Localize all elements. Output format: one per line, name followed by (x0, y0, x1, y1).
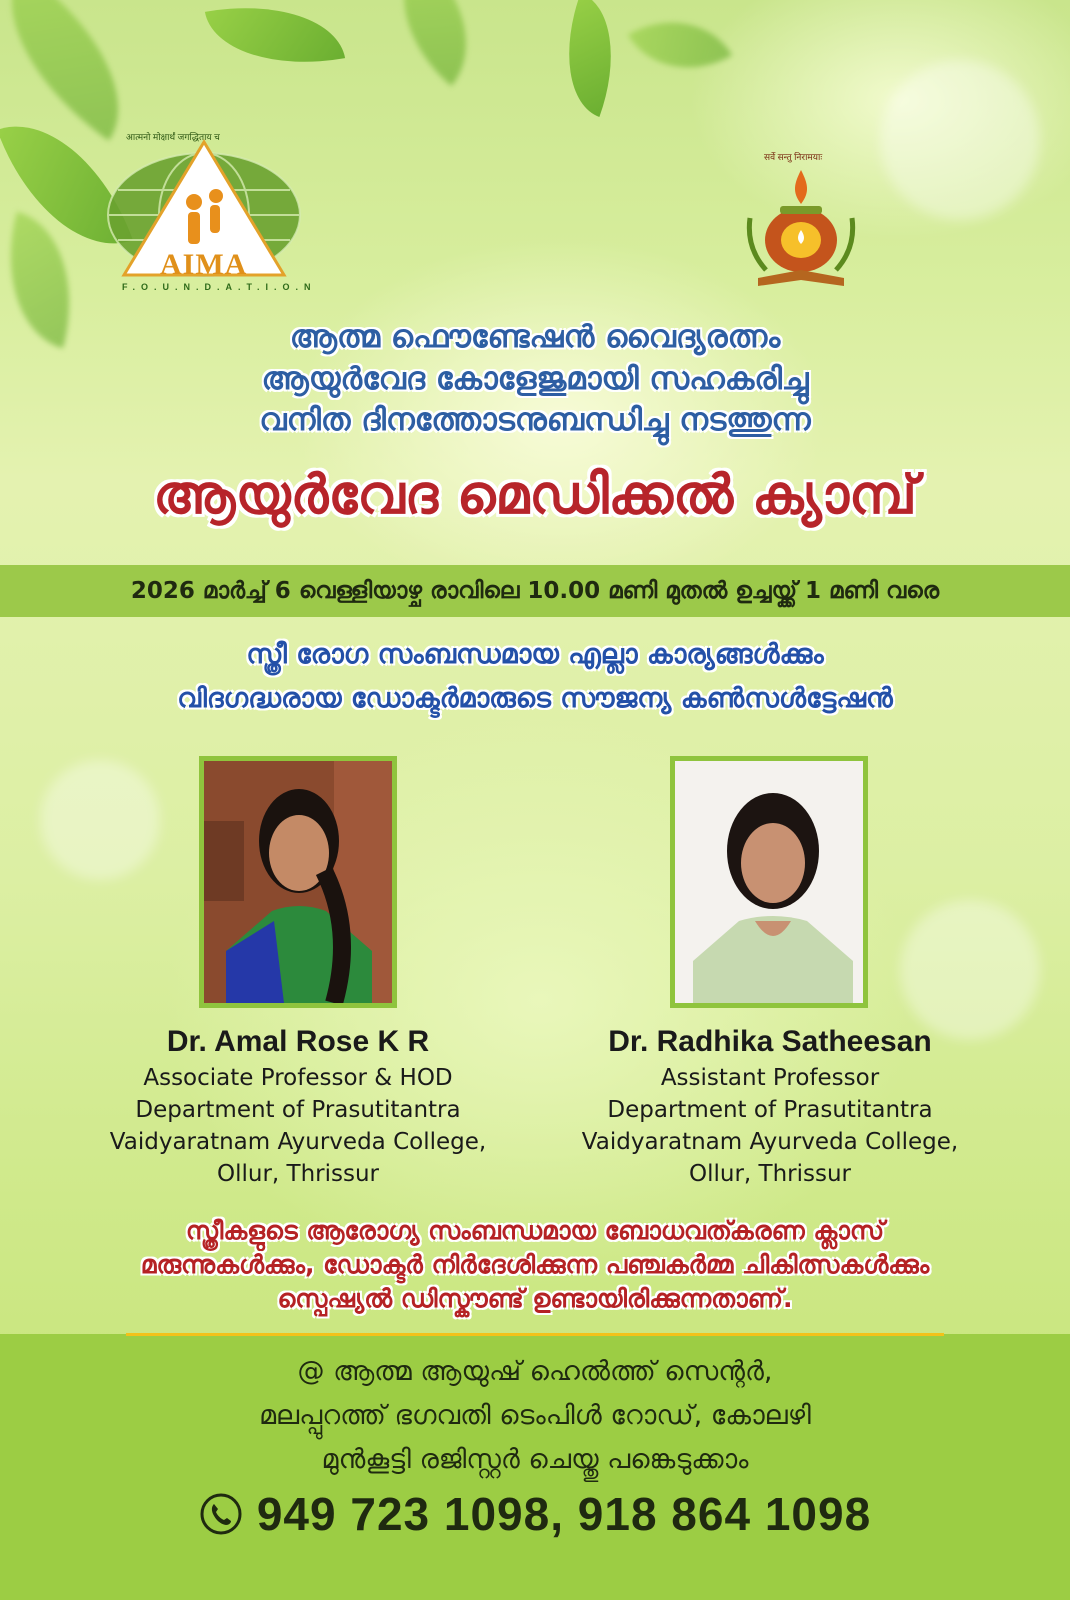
doctor-2-designation: Assistant Professor (660, 1065, 880, 1091)
date-time-text: 2026 മാർച്ച് 6 വെള്ളിയാഴ്ച രാവിലെ 10.00 മണി മുതൽ ഉച്ചയ്ക്ക് 1 മണി വരെ (130, 578, 940, 604)
phone-row (0, 1484, 1070, 1544)
doctor-portrait-1 (204, 761, 392, 1003)
doctor-1-place: Ollur, Thrissur (216, 1161, 379, 1187)
aima-wordmark: AIMA (160, 248, 248, 281)
doctor-1-designation: Associate Professor & HOD (143, 1065, 453, 1091)
intro-line-3: വനിത ദിനത്തോടനുബന്ധിച്ചു നടത്തുന്ന (259, 402, 811, 438)
service-line-1: സ്ത്രീ രോഗ സംബന്ധമായ എല്ലാ കാര്യങ്ങൾക്കും (246, 639, 824, 670)
offer-line-2: മരുന്നുകൾക്കും, ഡോക്ടർ നിർദേശിക്കുന്ന പഞ്ചകർമ്മ ചികിത്സകൾക്കും (140, 1250, 930, 1279)
doctor-photo-2 (670, 756, 868, 1008)
bokeh-decoration (40, 760, 160, 880)
offer-line-3: സ്പെഷ്യൽ ഡിസ്കൗണ്ട് ഉണ്ടായിരിക്കുന്നതാണ്. (277, 1284, 793, 1313)
aima-motto: आत्मनो मोक्षार्थं जगद्धिताय च (126, 132, 220, 142)
offer-line-1: സ്ത്രീകളുടെ ആരോഗ്യ സംബന്ധമായ ബോധവത്കരണ ക്ലാസ് (185, 1216, 885, 1245)
leaf-decoration (543, 0, 637, 117)
bokeh-decoration (900, 900, 1040, 1040)
leaf-decoration (205, 0, 345, 81)
address-line-2: മലപ്പുറത്ത് ഭഗവതി ടെംപിൾ റോഡ്, കോലഴി (259, 1400, 811, 1431)
doctor-2-name: Dr. Radhika Satheesan (608, 1025, 932, 1058)
doctor-1-college: Vaidyaratnam Ayurveda College, (109, 1129, 487, 1155)
doctor-1-name: Dr. Amal Rose K R (166, 1025, 430, 1058)
bokeh-decoration (880, 60, 1040, 220)
leaf-decoration (628, 0, 732, 95)
footer-divider (126, 1333, 944, 1336)
doctor-1-department: Department of Prasutitantra (135, 1097, 461, 1123)
registration-note: മുൻകൂട്ടി രജിസ്റ്റർ ചെയ്തു പങ്കെടുക്കാം (321, 1444, 749, 1475)
doctor-2-department: Department of Prasutitantra (607, 1097, 933, 1123)
address-line-1: @ ആത്മ ആയുഷ് ഹെൽത്ത് സെന്റർ, (297, 1356, 773, 1387)
leaf-decoration (0, 0, 160, 141)
intro-line-1: ആത്മ ഫൌണ്ടേഷൻ വൈദ്യരത്നം (289, 319, 781, 355)
doctor-2-place: Ollur, Thrissur (688, 1161, 851, 1187)
intro-line-2: ആയുർവേദ കോളേജുമായി സഹകരിച്ചു (261, 361, 809, 397)
date-band (0, 565, 1070, 617)
phone-numbers: 949 723 1098, 918 864 1098 (256, 1488, 872, 1540)
doctor-2-college: Vaidyaratnam Ayurveda College, (581, 1129, 959, 1155)
aima-subtitle: F.O.U.N.D.A.T.I.O.N (122, 282, 317, 292)
doctor-photo-1 (199, 756, 397, 1008)
college-motto: सर्वे सन्तु निरामयाः (764, 152, 823, 162)
camp-title: ആയുർവേദ മെഡിക്കൽ ക്യാമ്പ് (153, 463, 917, 526)
phone-icon (199, 1492, 243, 1536)
doctor-portrait-2 (675, 761, 863, 1003)
service-line-2: വിദഗദ്ധരായ ഡോക്ടർമാരുടെ സൗജന്യ കൺസൾട്ടേഷൻ (177, 683, 893, 714)
leaf-decoration (367, 0, 503, 86)
vaidyaratnam-college-logo (736, 148, 866, 298)
